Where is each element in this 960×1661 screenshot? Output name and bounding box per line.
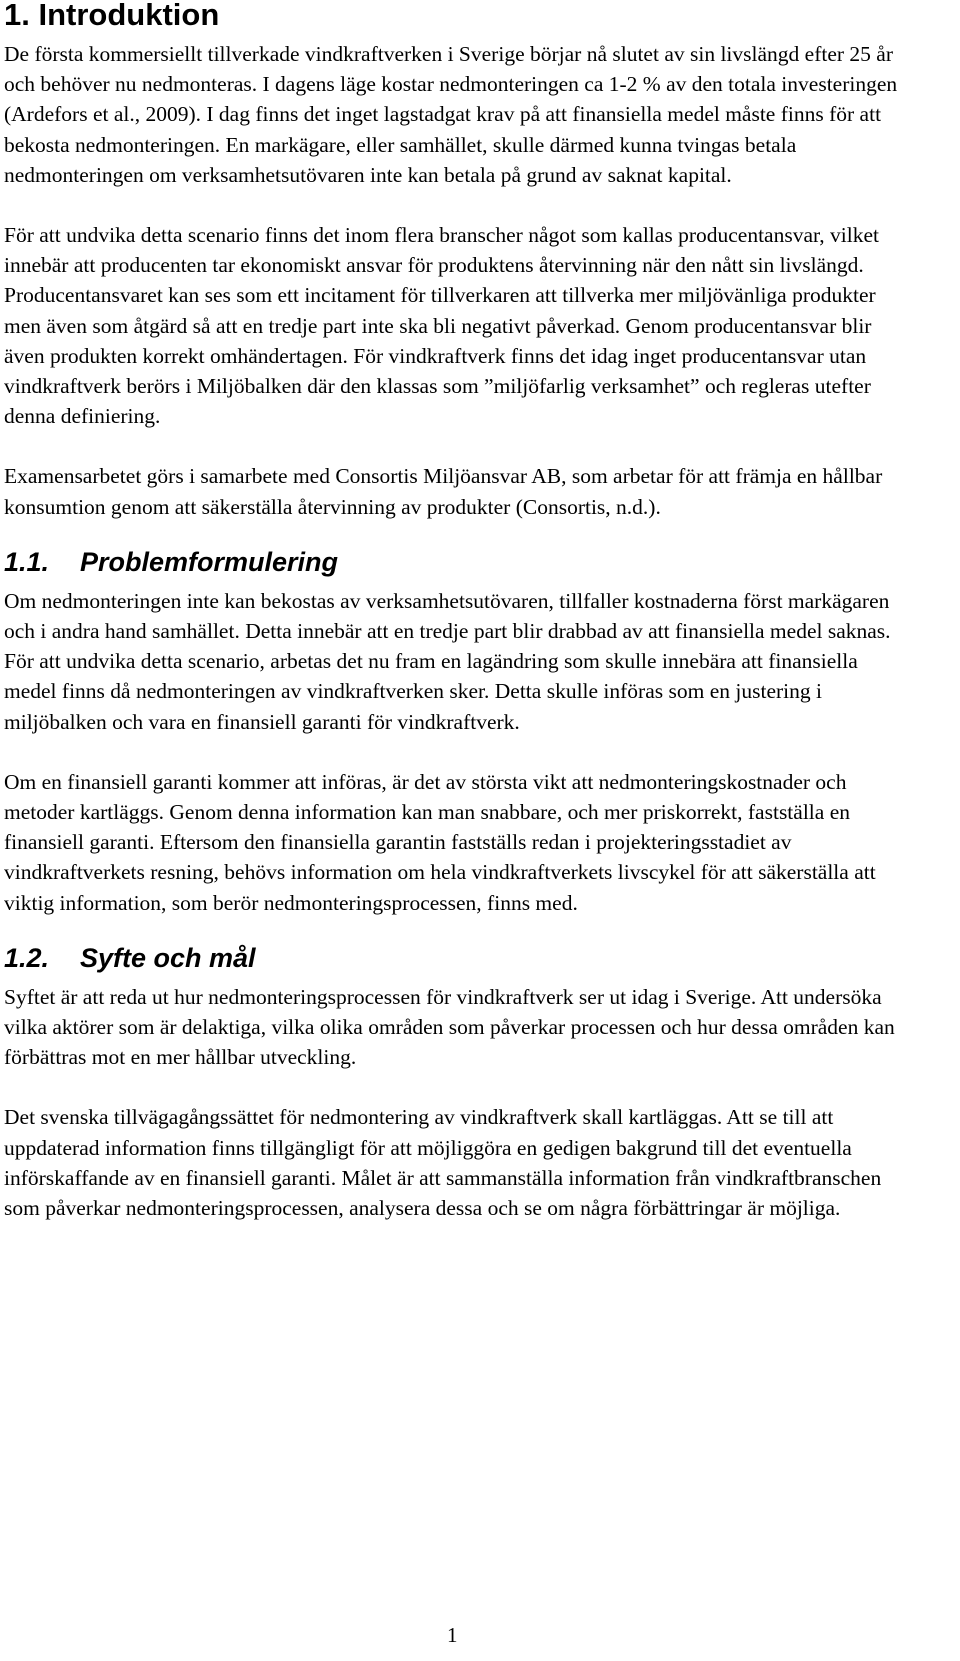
page-number: 1 [447,1623,458,1647]
section-paragraph: Syftet är att reda ut hur nedmonteringsprocessen för vindkraftverk ser ut idag i Sverige. Att undersöka vilka aktörer som är delaktiga, vilka olika områden som påverkar processen och hur dessa områden kan förbättras mot en mer hållbar utveckling. [4,984,895,1070]
section-syfte-och-mal [4,942,909,1223]
intro-paragraph: För att undvika detta scenario finns det inom flera branscher något som kallas producentansvar, vilket innebär att producenten tar ekonomiskt ansvar för produktens återvinning när den nått sin livslängd. Producentansvaret kan ses som ett incitament för tillverkaren att tillverka mer miljövänliga produkter men även som åtgärd så att en tredje part inte ska bli negativt påverkad. Genom producentansvar blir även produkten korrekt omhändertagen. För vindkraftverk finns det idag inget producentansvar utan vindkraftverk berörs i Miljöbalken där den klassas som ”miljöfarlig verksamhet” och regleras utefter denna definiering. [4,223,880,429]
section-heading [4,942,909,974]
chapter-title: 1. Introduktion [4,0,220,32]
section-paragraph: Om nedmonteringen inte kan bekostas av verksamhetsutövaren, tillfaller kostnaderna först markägaren och i andra hand samhället. Detta innebär att en tredje part blir drabbad av att finansiella medel saknas. För att undvika detta scenario, arbetas det nu fram en lagändring som skulle innebära att finansiella medel finns då nedmonteringen av vindkraftverken sker. Detta skulle införas som en justering i miljöbalken och vara en finansiell garanti för vindkraftverk. [4,588,891,734]
section-heading [4,546,909,578]
section-paragraph: Det svenska tillvägagångssättet för nedmontering av vindkraftverk skall kartläggas. Att se till att uppdaterad information finns tillgängligt för att möjliggöra en gedigen bakgrund till det eventuella införskaffande av en finansiell garanti. Målet är att sammanställa information från vindkraftbranschen som påverkar nedmonteringsprocessen, analysera dessa och se om några förbättringar är möjliga. [4,1105,882,1221]
document-page [4,0,909,1223]
section-title: Problemformulering [80,546,339,577]
section-problemformulering [4,546,909,918]
section-number: 1.2. [4,942,50,973]
intro-paragraph: De första kommersiellt tillverkade vindkraftverken i Sverige börjar nå slutet av sin livslängd efter 25 år och behöver nu nedmonteras. I dagens läge kostar nedmonteringen ca 1-2 % av den totala investeringen (Ardefors et al., 2009). I dag finns det inget lagstadgat krav på att finansiella medel måste finns för att bekosta nedmonteringen. En markägare, eller samhället, skulle därmed kunna tvingas betala nedmonteringen om verksamhetsutövaren inte kan betala på grund av saknat kapital. [4,42,898,187]
intro-section [4,39,909,522]
intro-paragraph: Examensarbetet görs i samarbete med Consortis Miljöansvar AB, som arbetar för att främja en hållbar konsumtion genom att säkerställa återvinning av produkter (Consortis, n.d.). [4,464,883,519]
section-paragraph: Om en finansiell garanti kommer att införas, är det av största vikt att nedmonteringskostnader och metoder kartläggs. Genom denna information kan man snabbare, och mer priskorrekt, fastställa en finansiell garanti. Eftersom den finansiella garantin fastställs redan i projekteringsstadiet av vindkraftverkets resning, behövs information om hela vindkraftverkets livscykel för att säkerställa att viktig information, som berör nedmonteringsprocessen, finns med. [4,769,876,915]
section-number: 1.1. [4,546,50,577]
section-title: Syfte och mål [80,942,256,973]
